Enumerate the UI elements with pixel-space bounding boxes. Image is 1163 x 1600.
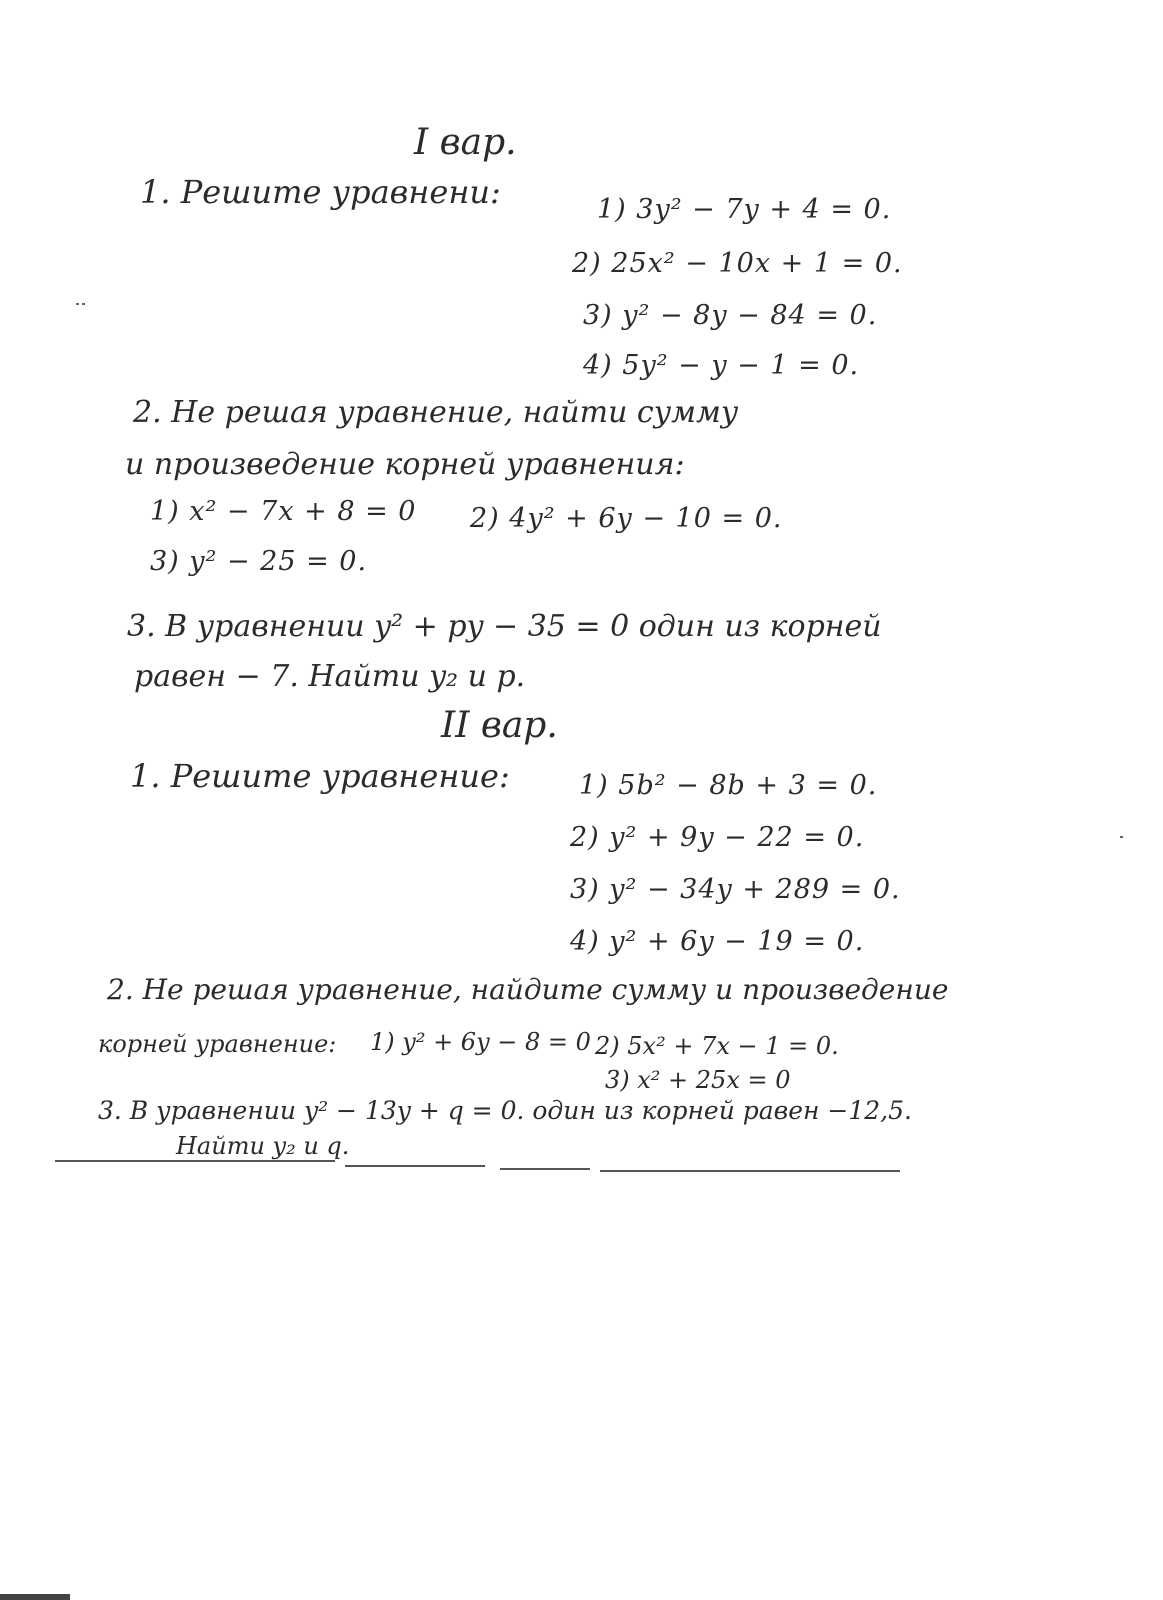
v2-task2-line2: корней уравнение: xyxy=(98,1030,337,1058)
v1-task1-item1: 1) 3y² − 7y + 4 = 0. xyxy=(597,194,892,225)
separator-line xyxy=(345,1165,485,1167)
scan-speck xyxy=(82,303,85,305)
v2-task1-item3: 3) y² − 34y + 289 = 0. xyxy=(570,874,901,905)
v1-task1-item4: 4) 5y² − y − 1 = 0. xyxy=(583,350,860,381)
scan-edge-mark xyxy=(0,1594,70,1600)
v1-task2-item1: 1) x² − 7x + 8 = 0 xyxy=(150,496,417,527)
v1-task1-item3: 3) y² − 8y − 84 = 0. xyxy=(583,300,878,331)
v1-task1-item2: 2) 25x² − 10x + 1 = 0. xyxy=(572,248,903,279)
v2-task1-item2: 2) y² + 9y − 22 = 0. xyxy=(570,822,865,853)
v2-task2-line1: 2. Не решая уравнение, найдите сумму и произведение xyxy=(107,973,949,1006)
v1-task1-text: 1. Решите уравнени: xyxy=(140,173,501,211)
v2-task3-line1: 3. В уравнении y² − 13y + q = 0. один из корней равен −12,5. xyxy=(98,1096,912,1125)
v2-task2-item2: 2) 5x² + 7x − 1 = 0. xyxy=(595,1032,839,1060)
separator-line xyxy=(600,1170,900,1172)
v2-task1-text: 1. Решите уравнение: xyxy=(130,757,510,795)
v1-task2-item2: 2) 4y² + 6y − 10 = 0. xyxy=(470,503,783,534)
v1-task3-line1: 3. В уравнении y² + py − 35 = 0 один из корней xyxy=(127,609,882,644)
separator-line xyxy=(500,1168,590,1170)
scan-speck xyxy=(76,303,79,305)
v2-task1-item1: 1) 5b² − 8b + 3 = 0. xyxy=(579,770,878,801)
separator-line xyxy=(55,1160,335,1162)
v2-task1-item4: 4) y² + 6y − 19 = 0. xyxy=(570,926,865,957)
v1-task2-line2: и произведение корней уравнения: xyxy=(125,447,685,482)
v2-task2-item3: 3) x² + 25x = 0 xyxy=(605,1066,791,1094)
v2-task2-item1: 1) y² + 6y − 8 = 0 xyxy=(370,1028,591,1056)
v1-task2-item3: 3) y² − 25 = 0. xyxy=(150,546,368,577)
v2-task2-line1-v1: 2. Не решая уравнение, найти сумму xyxy=(133,395,739,430)
variant1-heading: I вар. xyxy=(414,122,517,163)
scan-speck xyxy=(1120,836,1123,838)
v1-task3-line2: равен − 7. Найти y₂ и p. xyxy=(134,659,526,694)
v2-task3-line2: Найти y₂ и q. xyxy=(176,1132,350,1160)
variant2-heading: II вар. xyxy=(441,705,558,746)
